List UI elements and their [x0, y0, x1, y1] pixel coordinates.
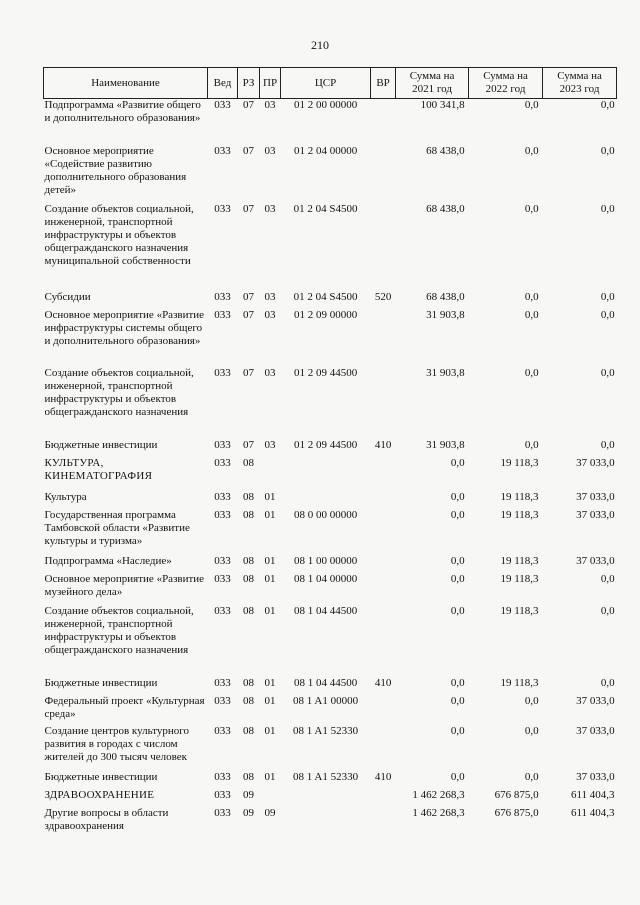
- row-sum-2022: 0,0: [524, 308, 539, 321]
- header-ved: Вед: [208, 68, 238, 99]
- row-ved: 033: [214, 99, 231, 111]
- row-ved: 033: [214, 144, 231, 157]
- row-pr: 01: [264, 604, 276, 617]
- row-vr: [371, 491, 396, 509]
- row-name: Создание центров культурного развития в городах с числом жителей до 300 тысяч человек: [44, 724, 189, 763]
- row-rz: 07: [243, 438, 254, 451]
- table-row: [44, 807, 617, 837]
- row-sum-2022: 19 118,3: [500, 572, 539, 585]
- row-ved: 033: [214, 604, 231, 617]
- table-row: [44, 605, 617, 677]
- row-sum-2021: 0,0: [450, 490, 465, 503]
- row-rz: 07: [243, 308, 254, 321]
- row-name: Другие вопросы в области здравоохранения: [44, 806, 169, 832]
- row-rz: 07: [243, 144, 254, 157]
- row-sum-2023: 37 033,0: [576, 724, 615, 737]
- row-rz: 07: [243, 366, 254, 379]
- table-row: [44, 771, 617, 789]
- row-pr: [260, 789, 281, 807]
- row-pr: [260, 457, 281, 491]
- row-ved: 033: [214, 806, 231, 819]
- row-csr: 01 2 00 00000: [293, 99, 358, 111]
- header-rz: РЗ: [238, 68, 260, 99]
- row-sum-2022: 0,0: [524, 99, 539, 111]
- row-csr: 01 2 04 S4500: [293, 290, 358, 303]
- row-ved: 033: [214, 694, 231, 707]
- row-ved: 033: [214, 456, 231, 469]
- row-vr: [371, 725, 396, 771]
- row-vr: [371, 807, 396, 837]
- table-row: [44, 367, 617, 439]
- table-header-row: [44, 68, 617, 99]
- row-sum-2021: 1 462 268,3: [412, 806, 465, 819]
- table-row: [44, 309, 617, 367]
- row-name: Федеральный проект «Культурная среда»: [44, 694, 205, 720]
- row-csr: 01 2 09 44500: [293, 438, 358, 451]
- row-pr: 09: [264, 806, 276, 819]
- row-name: Основное мероприятие «Содействие развитию дополнительного образования детей»: [44, 144, 187, 196]
- row-sum-2023: 0,0: [600, 144, 615, 157]
- row-sum-2023: 611 404,3: [570, 806, 615, 819]
- row-rz: 08: [243, 508, 254, 521]
- row-rz: 08: [243, 724, 254, 737]
- table-row: [44, 573, 617, 605]
- row-vr: 410: [374, 676, 392, 689]
- row-pr: 01: [264, 724, 276, 737]
- row-vr: [371, 555, 396, 573]
- budget-table: [43, 67, 617, 837]
- row-sum-2021: 68 438,0: [426, 290, 465, 303]
- row-csr: 01 2 04 00000: [293, 144, 358, 157]
- row-vr: 410: [374, 438, 392, 451]
- row-rz: 08: [243, 554, 254, 567]
- table-row: [44, 99, 617, 145]
- row-sum-2021: 0,0: [450, 554, 465, 567]
- row-name: Подпрограмма «Наследие»: [44, 554, 172, 567]
- row-csr: [281, 491, 371, 509]
- row-sum-2021: 31 903,8: [426, 308, 465, 321]
- row-csr: [281, 807, 371, 837]
- table-row: [44, 789, 617, 807]
- row-name: Создание объектов социальной, инженерной, транспортной инфраструктуры и объектов общегражданского назначения: [44, 366, 194, 418]
- header-sum-2023: Сумма на 2023 год: [543, 68, 617, 99]
- row-sum-2022: 19 118,3: [500, 456, 539, 469]
- row-pr: 03: [264, 438, 276, 451]
- table-row: [44, 509, 617, 555]
- row-ved: 033: [214, 438, 231, 451]
- row-sum-2023: 0,0: [600, 438, 615, 451]
- row-vr: [371, 145, 396, 203]
- row-name: Бюджетные инвестиции: [44, 770, 158, 783]
- row-sum-2021: 0,0: [450, 456, 465, 469]
- row-vr: 520: [374, 290, 392, 303]
- row-csr: 08 0 00 00000: [293, 508, 358, 521]
- row-name: Государственная программа Тамбовской области «Развитие культуры и туризма»: [44, 508, 190, 547]
- page-number: 210: [311, 38, 329, 52]
- row-sum-2023: 37 033,0: [576, 456, 615, 469]
- row-sum-2022: 0,0: [524, 724, 539, 737]
- row-sum-2021: 0,0: [450, 508, 465, 521]
- row-csr: 01 2 09 00000: [293, 308, 358, 321]
- table-row: [44, 725, 617, 771]
- row-vr: [371, 367, 396, 439]
- row-rz: 08: [243, 694, 254, 707]
- row-sum-2021: 0,0: [450, 604, 465, 617]
- row-ved: 033: [214, 724, 231, 737]
- row-sum-2021: 0,0: [450, 770, 465, 783]
- row-csr: 08 1 A1 52330: [293, 724, 359, 737]
- table-row: [44, 145, 617, 203]
- row-csr: 08 1 A1 52330: [293, 770, 359, 783]
- row-pr: 03: [264, 308, 276, 321]
- row-name: Подпрограмма «Развитие общего и дополнительного образования»: [44, 99, 201, 124]
- row-sum-2021: 0,0: [450, 694, 465, 707]
- row-sum-2021: 68 438,0: [426, 202, 465, 215]
- row-rz: 09: [243, 806, 254, 819]
- row-pr: 03: [264, 99, 276, 111]
- row-rz: 08: [243, 572, 254, 585]
- row-ved: 033: [214, 788, 231, 801]
- row-name: Бюджетные инвестиции: [44, 438, 158, 451]
- table-row: [44, 677, 617, 695]
- row-pr: 01: [264, 508, 276, 521]
- row-rz: 08: [243, 456, 254, 469]
- row-name: Основное мероприятие «Развитие инфраструктуры системы общего и дополнительного образования»: [44, 308, 205, 347]
- table-row: [44, 555, 617, 573]
- row-vr: [371, 695, 396, 725]
- row-sum-2021: 31 903,8: [426, 438, 465, 451]
- table-row: [44, 457, 617, 491]
- row-vr: [371, 789, 396, 807]
- row-sum-2023: 37 033,0: [576, 508, 615, 521]
- row-vr: [371, 309, 396, 367]
- row-sum-2023: 0,0: [600, 572, 615, 585]
- row-csr: 01 2 09 44500: [293, 366, 358, 379]
- row-sum-2022: 0,0: [524, 438, 539, 451]
- table-row: [44, 491, 617, 509]
- row-sum-2023: 0,0: [600, 604, 615, 617]
- row-sum-2023: 0,0: [600, 290, 615, 303]
- row-pr: 01: [264, 554, 276, 567]
- row-ved: 033: [214, 554, 231, 567]
- row-name: Культура: [44, 490, 87, 503]
- row-rz: 07: [243, 290, 254, 303]
- row-pr: 01: [264, 770, 276, 783]
- row-vr: [371, 605, 396, 677]
- row-name: Бюджетные инвестиции: [44, 676, 158, 689]
- row-sum-2022: 19 118,3: [500, 490, 539, 503]
- row-sum-2023: 0,0: [600, 366, 615, 379]
- row-sum-2021: 100 341,8: [420, 99, 465, 111]
- row-sum-2023: 0,0: [600, 676, 615, 689]
- row-sum-2023: 37 033,0: [576, 490, 615, 503]
- row-csr: [281, 789, 371, 807]
- row-sum-2021: 68 438,0: [426, 144, 465, 157]
- row-sum-2022: 19 118,3: [500, 604, 539, 617]
- row-sum-2022: 0,0: [524, 144, 539, 157]
- row-pr: 03: [264, 202, 276, 215]
- row-csr: [281, 457, 371, 491]
- row-vr: [371, 573, 396, 605]
- row-sum-2023: 0,0: [600, 202, 615, 215]
- row-sum-2021: 31 903,8: [426, 366, 465, 379]
- row-ved: 033: [214, 770, 231, 783]
- row-vr: 410: [374, 770, 392, 783]
- row-csr: 08 1 04 44500: [293, 604, 358, 617]
- row-sum-2023: 37 033,0: [576, 694, 615, 707]
- row-sum-2021: 1 462 268,3: [412, 788, 465, 801]
- row-name: ЗДРАВООХРАНЕНИЕ: [44, 788, 155, 801]
- row-csr: 08 1 A1 00000: [293, 694, 359, 707]
- row-sum-2022: 0,0: [524, 770, 539, 783]
- row-sum-2022: 0,0: [524, 694, 539, 707]
- header-csr: ЦСР: [281, 68, 371, 99]
- row-pr: 01: [264, 572, 276, 585]
- header-sum-2021: Сумма на 2021 год: [396, 68, 469, 99]
- table-row: [44, 291, 617, 309]
- row-vr: [371, 99, 396, 145]
- row-rz: 07: [243, 202, 254, 215]
- row-name: Субсидии: [44, 290, 91, 303]
- row-sum-2022: 19 118,3: [500, 508, 539, 521]
- table-body: [44, 99, 617, 837]
- row-ved: 033: [214, 366, 231, 379]
- table-row: [44, 695, 617, 725]
- row-sum-2022: 0,0: [524, 202, 539, 215]
- row-rz: 07: [243, 99, 254, 111]
- row-name: Создание объектов социальной, инженерной, транспортной инфраструктуры и объектов общегражданского назначения: [44, 604, 194, 656]
- row-rz: 08: [243, 490, 254, 503]
- row-sum-2023: 0,0: [600, 308, 615, 321]
- header-vr: ВР: [371, 68, 396, 99]
- row-pr: 03: [264, 366, 276, 379]
- table-row: [44, 203, 617, 291]
- row-ved: 033: [214, 676, 231, 689]
- row-vr: [371, 509, 396, 555]
- row-name: Основное мероприятие «Развитие музейного дела»: [44, 572, 205, 598]
- row-sum-2022: 0,0: [524, 290, 539, 303]
- row-ved: 033: [214, 490, 231, 503]
- row-pr: 03: [264, 144, 276, 157]
- row-sum-2022: 19 118,3: [500, 676, 539, 689]
- row-sum-2022: 676 875,0: [494, 806, 539, 819]
- row-pr: 03: [264, 290, 276, 303]
- row-pr: 01: [264, 694, 276, 707]
- row-sum-2021: 0,0: [450, 724, 465, 737]
- header-sum-2022: Сумма на 2022 год: [469, 68, 543, 99]
- row-sum-2023: 37 033,0: [576, 554, 615, 567]
- row-ved: 033: [214, 290, 231, 303]
- row-rz: 08: [243, 604, 254, 617]
- row-pr: 01: [264, 490, 276, 503]
- row-sum-2023: 611 404,3: [570, 788, 615, 801]
- row-rz: 08: [243, 770, 254, 783]
- row-rz: 08: [243, 676, 254, 689]
- row-sum-2023: 37 033,0: [576, 770, 615, 783]
- row-ved: 033: [214, 202, 231, 215]
- table-row: [44, 439, 617, 457]
- row-ved: 033: [214, 308, 231, 321]
- row-vr: [371, 457, 396, 491]
- row-sum-2022: 676 875,0: [494, 788, 539, 801]
- row-sum-2023: 0,0: [600, 99, 615, 111]
- header-pr: ПР: [260, 68, 281, 99]
- row-sum-2021: 0,0: [450, 676, 465, 689]
- row-csr: 08 1 04 44500: [293, 676, 358, 689]
- header-name: Наименование: [44, 68, 208, 99]
- row-csr: 08 1 00 00000: [293, 554, 358, 567]
- row-sum-2022: 19 118,3: [500, 554, 539, 567]
- row-vr: [371, 203, 396, 291]
- row-ved: 033: [214, 508, 231, 521]
- row-pr: 01: [264, 676, 276, 689]
- row-ved: 033: [214, 572, 231, 585]
- row-csr: 01 2 04 S4500: [293, 202, 358, 215]
- row-name: Создание объектов социальной, инженерной, транспортной инфраструктуры и объектов общегражданского назначения муниципальной собственности: [44, 202, 194, 267]
- row-rz: 09: [243, 788, 254, 801]
- row-sum-2021: 0,0: [450, 572, 465, 585]
- row-sum-2022: 0,0: [524, 366, 539, 379]
- row-csr: 08 1 04 00000: [293, 572, 358, 585]
- row-name: КУЛЬТУРА, КИНЕМАТОГРАФИЯ: [44, 456, 153, 482]
